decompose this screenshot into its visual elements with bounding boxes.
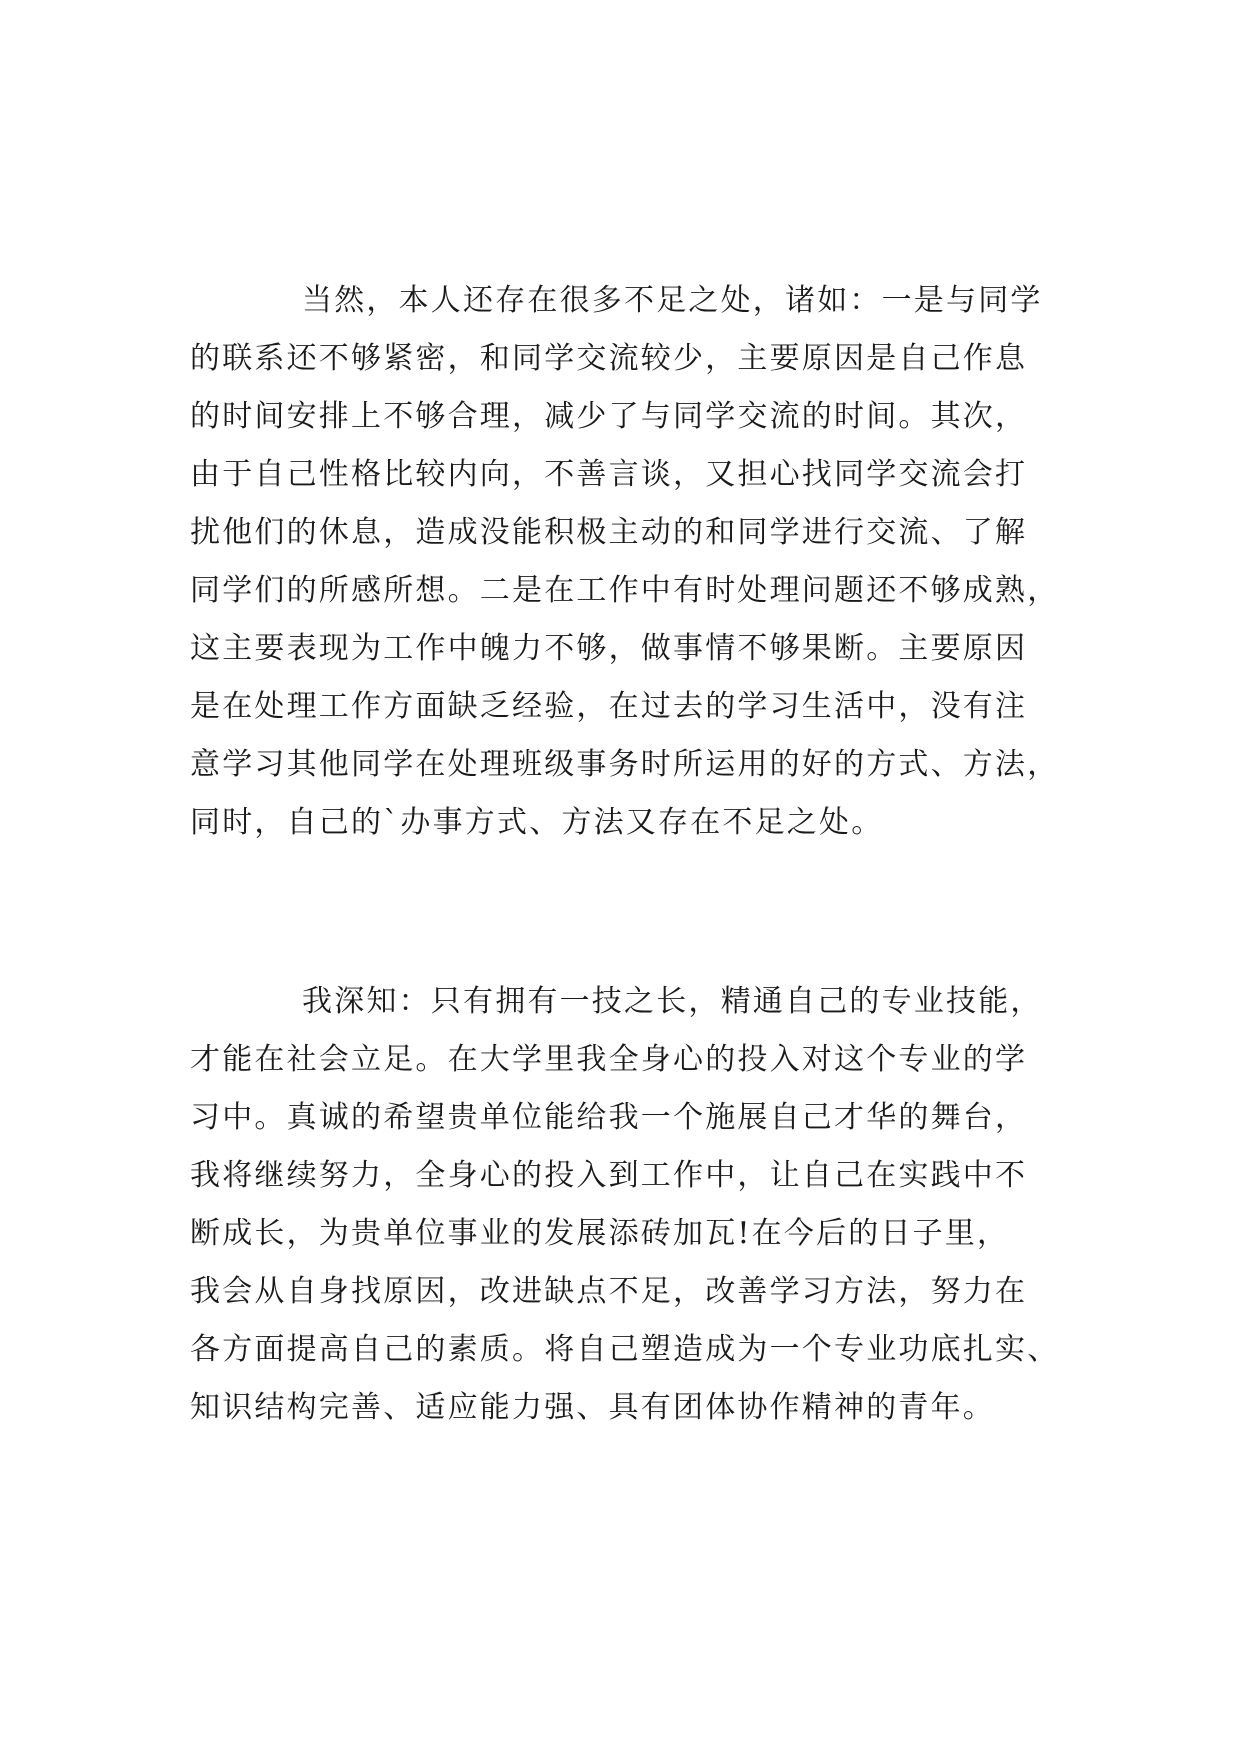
paragraph-line: 同学们的所感所想。二是在工作中有时处理问题还不够成熟， xyxy=(190,573,1060,608)
paragraph-line: 意学习其他同学在处理班级事务时所运用的好的方式、方法， xyxy=(190,747,1060,782)
paragraph-line: 由于自己性格比较内向，不善言谈，又担心找同学交流会打 xyxy=(190,457,1028,492)
paragraph-line: 习中。真诚的希望贵单位能给我一个施展自己才华的舞台， xyxy=(190,1100,1028,1135)
paragraph-line: 的时间安排上不够合理，减少了与同学交流的时间。其次， xyxy=(190,399,1028,434)
paragraph-line: 扰他们的休息，造成没能积极主动的和同学进行交流、了解 xyxy=(190,515,1028,550)
paragraph-shortcomings xyxy=(190,272,1070,852)
paragraph-line: 是在处理工作方面缺乏经验，在过去的学习生活中，没有注 xyxy=(190,689,1028,724)
paragraph-line: 当然，本人还存在很多不足之处，诸如：一是与同学 xyxy=(302,283,1043,318)
paragraph-line: 同时，自己的`办事方式、方法又存在不足之处。 xyxy=(190,805,884,840)
paragraph-line: 断成长，为贵单位事业的发展添砖加瓦!在今后的日子里， xyxy=(190,1216,1010,1251)
paragraph-line: 这主要表现为工作中魄力不够，做事情不够果断。主要原因 xyxy=(190,631,1028,666)
paragraph-line: 我深知：只有拥有一技之长，精通自己的专业技能， xyxy=(302,984,1043,1019)
paragraph-line: 知识结构完善、适应能力强、具有团体协作精神的青年。 xyxy=(190,1390,995,1425)
paragraph-line: 的联系还不够紧密，和同学交流较少，主要原因是自己作息 xyxy=(190,341,1028,376)
paragraph-line: 才能在社会立足。在大学里我全身心的投入对这个专业的学 xyxy=(190,1042,1028,1077)
paragraph-line: 我将继续努力，全身心的投入到工作中，让自己在实践中不 xyxy=(190,1158,1028,1193)
paragraph-line: 各方面提高自己的素质。将自己塑造成为一个专业功底扎实、 xyxy=(190,1332,1060,1367)
paragraph-line: 我会从自身找原因，改进缺点不足，改善学习方法，努力在 xyxy=(190,1274,1028,1309)
paragraph-aspirations xyxy=(190,973,1070,1437)
